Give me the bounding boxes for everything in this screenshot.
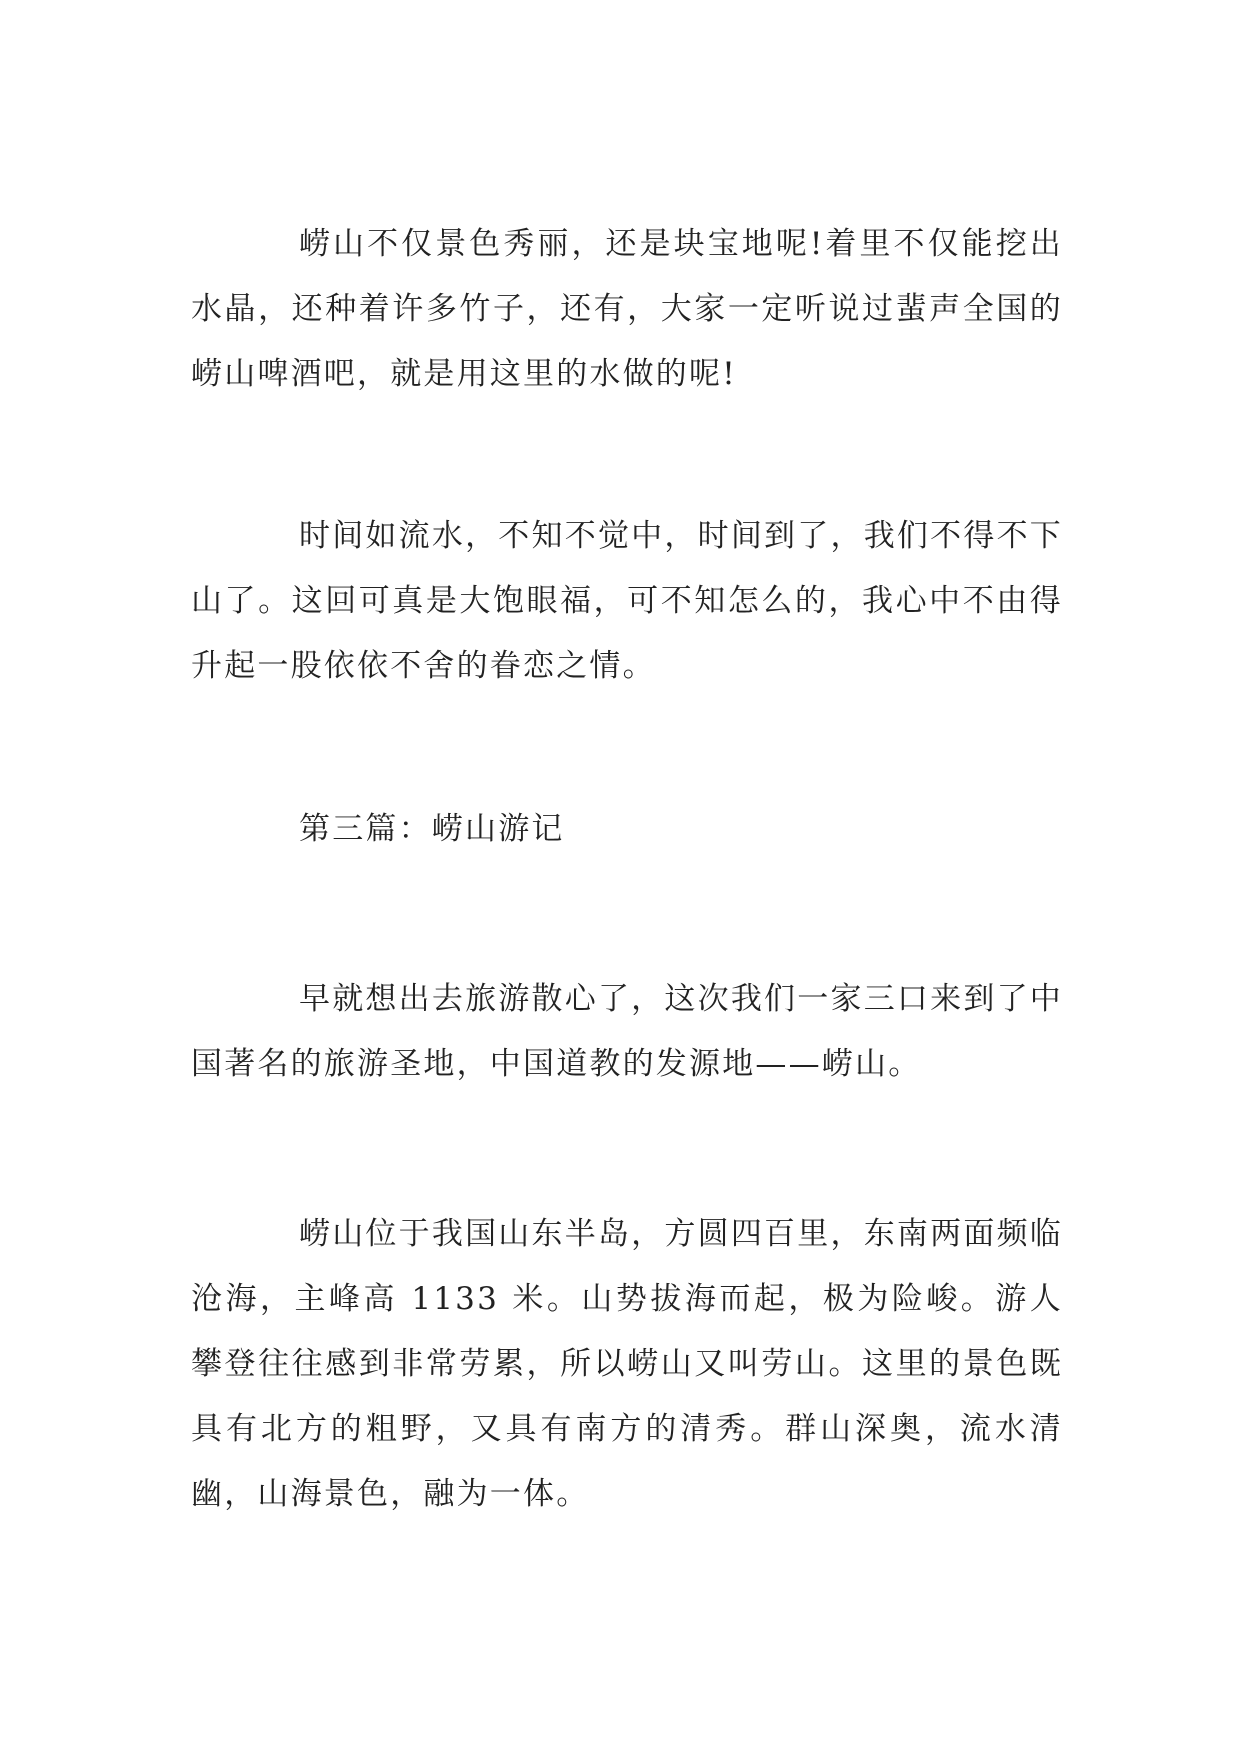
paragraph-trip-intro: 早就想出去旅游散心了，这次我们一家三口来到了中国著名的旅游圣地，中国道教的发源地——崂山。 xyxy=(191,981,1063,1082)
paragraph-laoshan-treasure: 崂山不仅景色秀丽，还是块宝地呢!着里不仅能挖出水晶，还种着许多竹子，还有，大家一定听说过蜚声全国的崂山啤酒吧，就是用这里的水做的呢! xyxy=(191,226,1063,392)
paragraph-leaving-mountain: 时间如流水，不知不觉中，时间到了，我们不得不下山了。这回可真是大饱眼福，可不知怎么的，我心中不由得升起一股依依不舍的眷恋之情。 xyxy=(191,518,1063,684)
section-heading: 第三篇：崂山游记 xyxy=(299,811,565,847)
paragraph-laoshan-geography: 崂山位于我国山东半岛，方圆四百里，东南两面频临沧海，主峰高 1133 米。山势拔海而起，极为险峻。游人攀登往往感到非常劳累，所以崂山又叫劳山。这里的景色既具有北方的粗野，又具有南方的清秀。群山深奥，流水清幽，山海景色，融为一体。 xyxy=(191,1216,1063,1512)
